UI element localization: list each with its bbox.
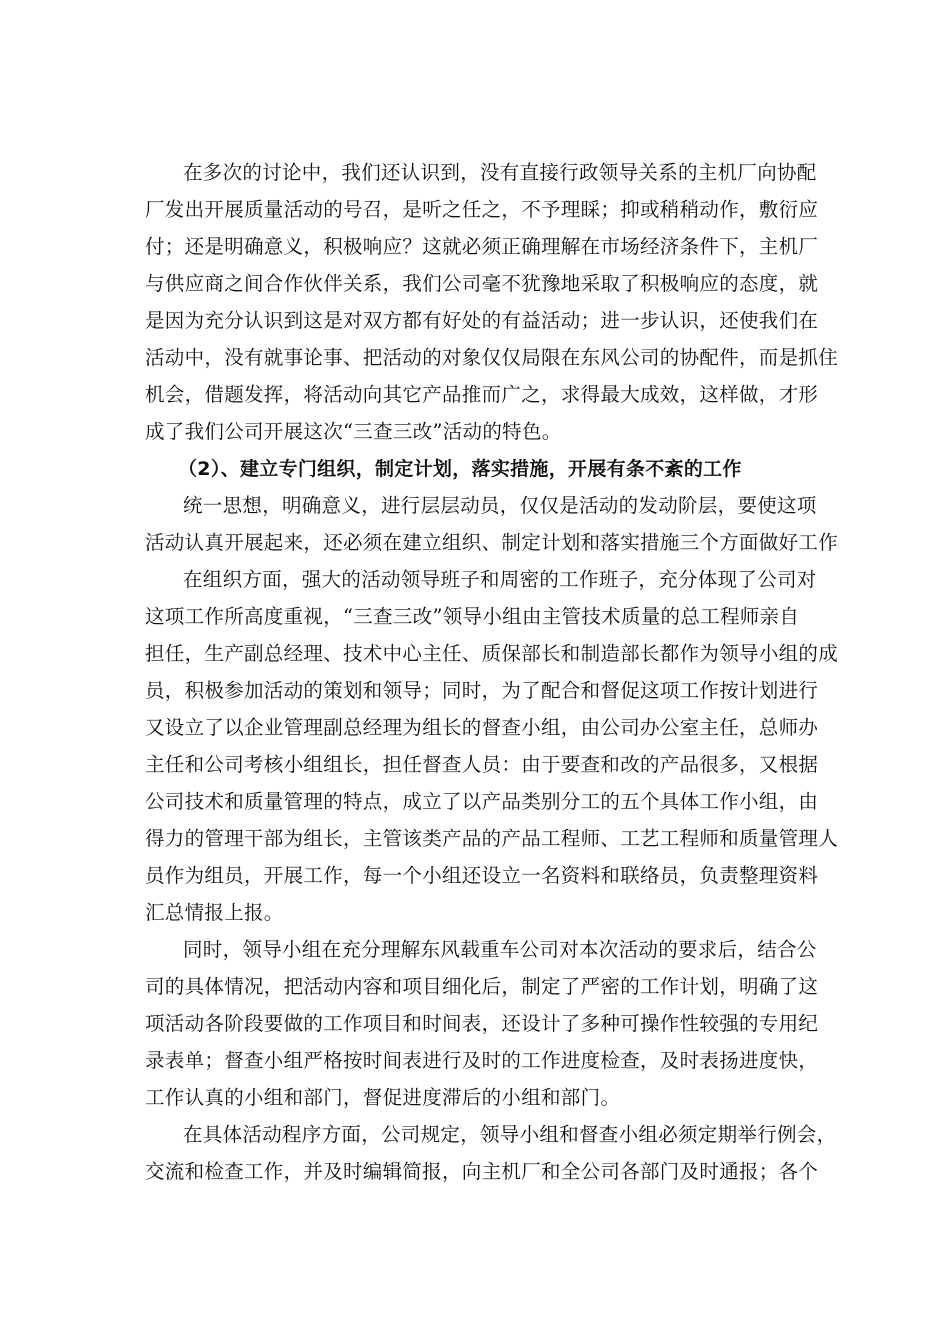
paragraph-5-line-1: 在具体活动程序方面，公司规定，领导小组和督查小组必须定期举行例会， [183, 1123, 837, 1146]
paragraph-3-line-4: 员，积极参加活动的策划和领导；同时，为了配合和督促这项工作按计划进行 [145, 679, 819, 702]
paragraph-4-line-1: 同时，领导小组在充分理解东风载重车公司对本次活动的要求后，结合公 [183, 938, 817, 961]
paragraph-3-line-2: 这项工作所高度重视，“三查三改”领导小组由主管技术质量的总工程师亲自 [145, 605, 800, 628]
paragraph-1-line-8: 成了我们公司开展这次“三查三改”活动的特色。 [145, 420, 562, 443]
section-heading-2: （2）、建立专门组织，制定计划，落实措施，开展有条不紊的工作 [178, 458, 742, 480]
paragraph-1-line-3: 付；还是明确意义，积极响应？这就必须正确理解在市场经济条件下，主机厂 [145, 235, 819, 258]
paragraph-3-line-9: 员作为组员，开展工作，每一个小组还设立一名资料和联络员，负责整理资料 [145, 864, 819, 887]
paragraph-3-line-3: 担任，生产副总经理、技术中心主任、质保部长和制造部长都作为领导小组的成 [145, 642, 839, 665]
paragraph-3-line-7: 公司技术和质量管理的特点，成立了以产品类别分工的五个具体工作小组，由 [145, 790, 819, 813]
paragraph-4-line-4: 录表单；督查小组严格按时间表进行及时的工作进度检查，及时表扬进度快， [145, 1049, 819, 1072]
paragraph-3-line-1: 在组织方面，强大的活动领导班子和周密的工作班子，充分体现了公司对 [183, 568, 817, 591]
paragraph-2-line-1: 统一思想，明确意义，进行层层动员，仅仅是活动的发动阶层，要使这项 [183, 494, 817, 517]
paragraph-4-line-3: 项活动各阶段要做的工作项目和时间表，还设计了多种可操作性较强的专用纪 [145, 1012, 819, 1035]
paragraph-2-line-2: 活动认真开展起来，还必须在建立组织、制定计划和落实措施三个方面做好工作 [145, 531, 839, 554]
paragraph-4-line-2: 司的具体情况，把活动内容和项目细化后，制定了严密的工作计划，明确了这 [145, 975, 819, 998]
paragraph-1-line-1: 在多次的讨论中，我们还认识到，没有直接行政领导关系的主机厂向协配 [183, 161, 817, 184]
paragraph-3-line-10: 汇总情报上报。 [145, 901, 284, 924]
paragraph-1-line-5: 是因为充分认识到这是对双方都有好处的有益活动；进一步认识，还使我们在 [145, 309, 819, 332]
paragraph-4-line-5: 工作认真的小组和部门，督促进度滞后的小组和部门。 [145, 1086, 621, 1109]
paragraph-3-line-5: 又设立了以企业管理副总经理为组长的督查小组，由公司办公室主任，总师办 [145, 716, 819, 739]
paragraph-5-line-2: 交流和检查工作，并及时编辑简报，向主机厂和全公司各部门及时通报；各个 [145, 1160, 819, 1183]
paragraph-1-line-2: 厂发出开展质量活动的号召，是听之任之，不予理睬；抑或稍稍动作，敷衍应 [145, 198, 819, 221]
paragraph-1-line-7: 机会，借题发挥，将活动向其它产品推而广之，求得最大成效，这样做，才形 [145, 383, 819, 406]
paragraph-1-line-4: 与供应商之间合作伙伴关系，我们公司毫不犹豫地采取了积极响应的态度，就 [145, 272, 819, 295]
paragraph-3-line-6: 主任和公司考核小组组长，担任督查人员：由于要查和改的产品很多，又根据 [145, 753, 819, 776]
paragraph-3-line-8: 得力的管理干部为组长，主管该类产品的产品工程师、工艺工程师和质量管理人 [145, 827, 839, 850]
paragraph-1-line-6: 活动中，没有就事论事、把活动的对象仅仅局限在东风公司的协配件，而是抓住 [145, 346, 839, 369]
